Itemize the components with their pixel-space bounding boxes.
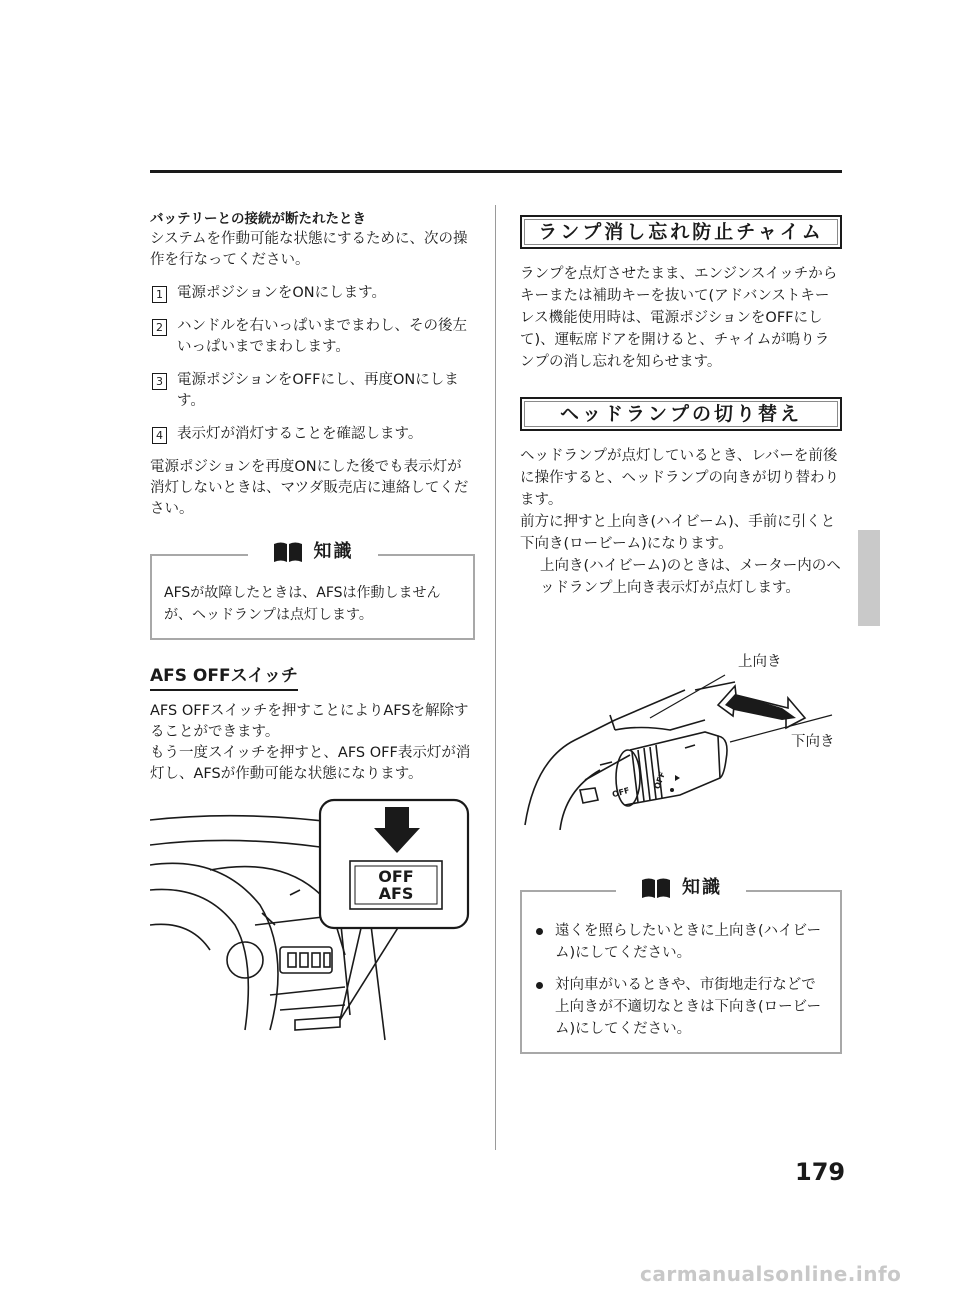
note-title: 知識 (313, 541, 354, 562)
afs-button-off-label: OFF (378, 867, 414, 886)
note-header (522, 876, 840, 900)
step-item (150, 316, 475, 358)
knowledge-note-2 (520, 877, 842, 1054)
chime-section-title: ランプ消し忘れ防止チャイム (520, 215, 842, 249)
step-item (150, 370, 475, 412)
headlamp-section-title: ヘッドランプの切り替え (520, 397, 842, 431)
knowledge-note (150, 541, 475, 640)
lever-off-label: OFF (611, 785, 631, 800)
step-text: ハンドルを右いっぱいまでまわし、その後左いっぱいまでまわします。 (177, 318, 467, 355)
chime-text: ランプを点灯させたまま、エンジンスイッチからキーまたは補助キーを抜いて(アドバンストキーレス機能使用時は、電源ポジションをOFFにして)、運転席ドアを開けると、チャイムが鳴りランプの消し忘れを知らせます。 (520, 266, 838, 370)
note-header (152, 540, 473, 564)
lever-off-label: OFF (652, 770, 668, 791)
note-bullet (534, 974, 828, 1040)
afs-paragraph-1: AFS OFFスイッチを押すことによりAFSを解除することができます。 (150, 703, 469, 740)
note-bullet-text: 対向車がいるときや、市街地走行などで上向きが不適切なときは下向き(ロービーム)にしてください。 (555, 977, 822, 1037)
battery-heading: バッテリーとの接続が断たれたとき (150, 211, 366, 227)
step-item (150, 424, 475, 445)
afs-paragraph-2: もう一度スイッチを押すと、AFS OFF表示灯が消灯し、AFSが作動可能な状態になります。 (150, 745, 471, 782)
step-item (150, 283, 475, 304)
headlamp-indent-note: 上向き(ハイビーム)のときは、メーター内のヘッドランプ上向き表示灯が点灯します。 (540, 558, 841, 596)
afs-off-button (355, 868, 437, 902)
afs-off-switch-title: AFS OFFスイッチ (150, 666, 298, 691)
book-icon (272, 540, 304, 564)
step-number: 4 (152, 427, 167, 444)
high-beam-label: 上向き (738, 654, 782, 670)
after-steps-text: 電源ポジションを再度ONにした後でも表示灯が消灯しないときは、マツダ販売店に連絡してください。 (150, 459, 469, 517)
step-text: 電源ポジションをOFFにし、再度ONにします。 (177, 372, 459, 409)
book-icon (640, 876, 672, 900)
note-bullet-text: 遠くを照らしたいときに上向き(ハイビーム)にしてください。 (555, 923, 822, 961)
page-number: 179 (795, 1158, 846, 1186)
right-column (520, 210, 842, 599)
step-number: 2 (152, 319, 167, 336)
dashboard-illustration (150, 795, 475, 1045)
step-number: 1 (152, 286, 167, 303)
headlamp-paragraph-2: 前方に押すと上向き(ハイビーム)、手前に引くと下向き(ロービーム)になります。 (520, 514, 836, 552)
left-column (150, 210, 475, 785)
low-beam-label: 下向き (791, 734, 835, 750)
note-title: 知識 (682, 877, 722, 898)
watermark: carmanualsonline.info (640, 1262, 902, 1286)
note-text: AFSが故障したときは、AFSは作動しませんが、ヘッドランプは点灯します。 (164, 585, 441, 623)
bullet-dot (536, 982, 543, 989)
battery-intro: システムを作動可能な状態にするために、次の操作を行なってください。 (150, 231, 468, 268)
top-rule (150, 170, 842, 173)
step-text: 電源ポジションをONにします。 (177, 285, 386, 301)
afs-button-afs-label: AFS (378, 884, 414, 903)
section-tab (858, 530, 880, 626)
bullet-dot (536, 928, 543, 935)
step-list (150, 283, 475, 445)
note-bullet (534, 920, 828, 964)
step-text: 表示灯が消灯することを確認します。 (177, 426, 423, 442)
step-number: 3 (152, 373, 167, 390)
headlamp-paragraph-1: ヘッドランプが点灯しているとき、レバーを前後に操作すると、ヘッドランプの向きが切り替わります。 (520, 448, 839, 508)
column-divider (495, 205, 496, 1150)
